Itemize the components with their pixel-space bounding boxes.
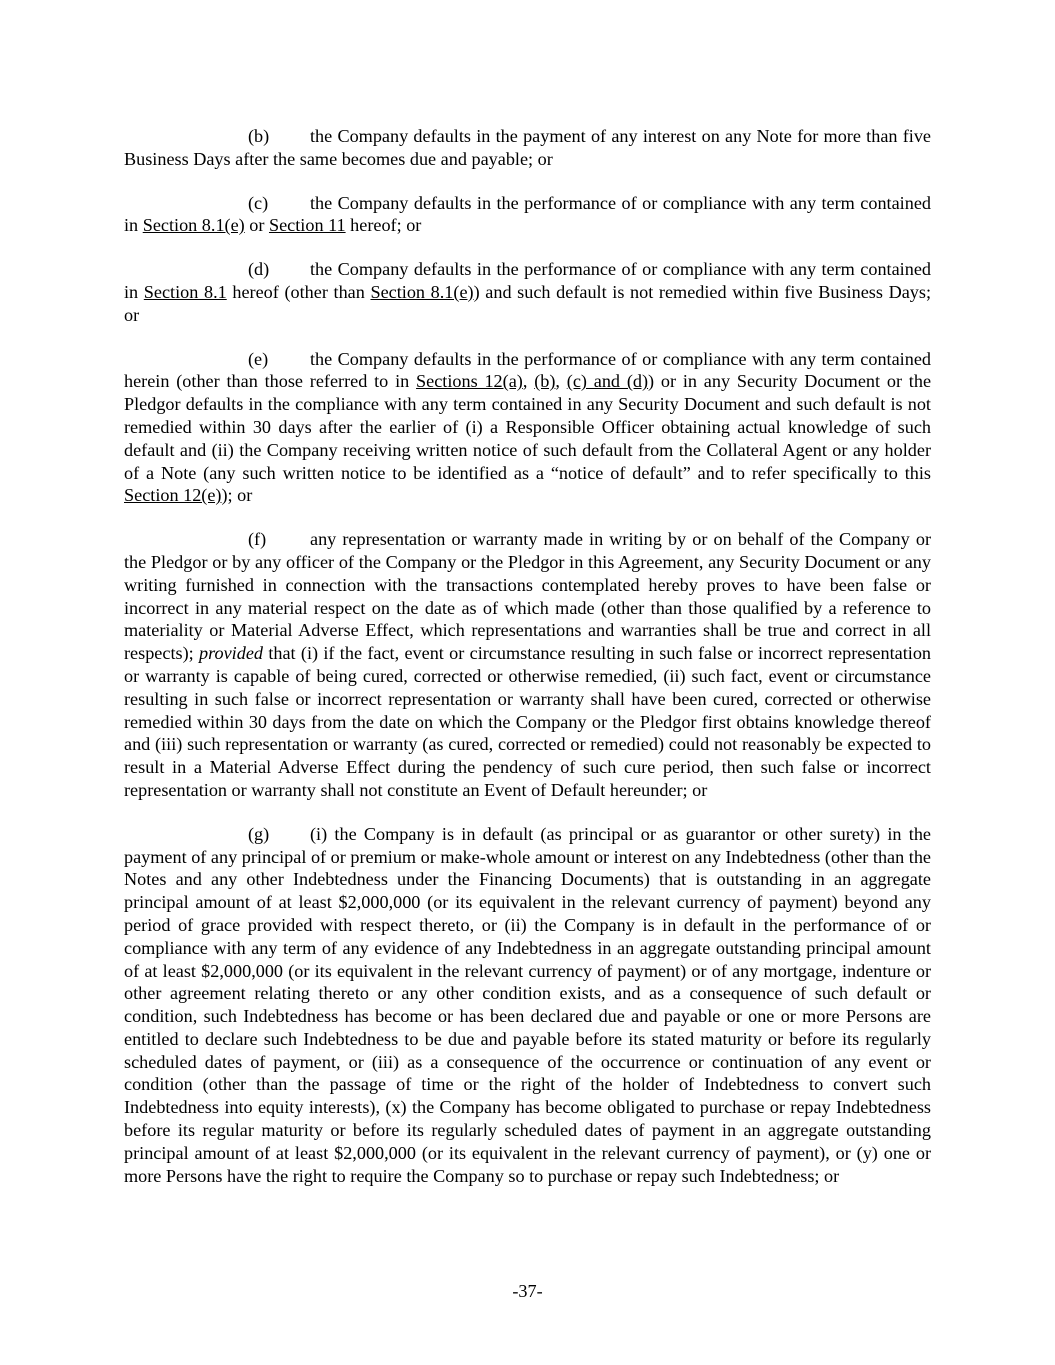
clause-text: ); or (221, 485, 253, 506)
section-reference: (b) (534, 371, 556, 392)
emphasis-provided: provided (199, 643, 263, 664)
clause-text: hereof (other than (226, 281, 371, 302)
document-page (124, 125, 931, 1208)
clause-text: , (555, 371, 567, 392)
section-reference: Section 11 (268, 215, 346, 236)
clause-text: (i) the Company is in default (as principal or as guarantor or other surety) in the payment of any principal of or premium or make-whole amount or interest on any Indebtedness (other than the Notes and any other Indebtedness under the Financing Documents) that is outstanding in an aggregate principal amount of at least $2,000,000 (or its equivalent in the relevant currency of payment) beyond any period of grace provided with respect thereto, or (ii) the Company is in default in the performance of or compliance with any term of any evidence of any Indebtedness in an aggregate outstanding principal amount of at least $2,000,000 (or its equivalent in the relevant currency of payment) or of any mortgage, indenture or other agreement relating thereto or any other condition exists, and as a consequence of such default or condition, such Indebtedness has become or has been declared due and payable or one or more Persons are entitled to declare such Indebtedness to be due and payable before its stated maturity or before its regularly scheduled dates of payment, or (iii) as a consequence of the occurrence or continuation of any event or condition (other than the passage of time or the right of the holder of Indebtedness to convert such Indebtedness into equity interests), (x) the Company has become obligated to purchase or repay Indebtedness before its regular maturity or before its regularly scheduled dates of payment in an aggregate outstanding principal amount of at least $2,000,000 (or its equivalent in the relevant currency of payment), or (y) one or more Persons have the right to require the Company so to purchase or repay such Indebtedness; or (124, 823, 931, 1186)
clause-text: any representation or warranty made in writing by or on behalf of the Company or the Pledgor or by any officer of the Company or the Pledgor in this Agreement, any Security Document or any writing furnished in connection with the transactions contemplated hereby proves to have been false or incorrect in any material respect on the date as of which made (other than those qualified by a reference to materiality or Material Adverse Effect, which representations and warranties shall be true and correct in all respects); (124, 529, 931, 664)
clause-text: ) or in any Security Document or the Pledgor defaults in the compliance with any term contained in any Security Document and such default is not remedied within 30 days after the earlier of (i) a Responsible Officer obtaining actual knowledge of such default and (ii) the Company receiving written notice of such default from the Collateral Agent or any holder of a Note (any such written notice to be identified as a “notice of default” and to refer specifically to this (124, 371, 932, 483)
page-number: -37- (512, 1281, 543, 1301)
section-reference: Section 8.1(e) (370, 281, 474, 302)
clause-label: (f) (248, 529, 267, 550)
clause-label: (d) (248, 259, 270, 280)
clause-text: the Company defaults in the payment of any interest on any Note for more than five Business Days after the same becomes due and payable; or (124, 126, 931, 169)
clause-g (124, 823, 931, 1188)
section-reference: (c) and (d) (566, 371, 649, 392)
clause-label: (e) (248, 348, 269, 369)
clause-text: hereof; or (345, 215, 422, 236)
clause-label: (b) (248, 126, 270, 146)
clause-b (124, 125, 931, 171)
clause-text: , (522, 371, 535, 392)
section-reference: Section 8.1(e) (142, 215, 245, 236)
clause-text: the Company defaults in the performance of or compliance with any term contained in (124, 192, 931, 236)
section-reference: Section 12(e) (124, 485, 222, 506)
clause-text: ) and such default is not remedied within five Business Days; or (124, 281, 932, 325)
section-reference: Sections 12(a) (416, 371, 523, 392)
clause-f (124, 528, 931, 802)
clause-text: the Company defaults in the performance of or compliance with any term contained in (124, 259, 931, 302)
clause-e (124, 348, 931, 508)
clause-text: or (244, 215, 269, 236)
clause-d (124, 258, 931, 326)
clause-text: the Company defaults in the performance of or compliance with any term contained herein (other than those referred to in (124, 348, 931, 392)
clause-label: (c) (248, 192, 269, 213)
clause-label: (g) (248, 823, 270, 844)
clause-c (124, 192, 931, 238)
section-reference: Section 8.1 (143, 281, 227, 302)
clause-text: that (i) if the fact, event or circumstance resulting in such false or incorrect representation or warranty is capable of being cured, corrected or otherwise remedied, (ii) such fact, event or circumstance resulting in such false or incorrect representation or warranty shall have been cured, corrected or otherwise remedied within 30 days from the date on which the Company or the Pledgor first obtains knowledge thereof and (iii) such representation or warranty (as cured, corrected or remedied) could not reasonably be expected to result in a Material Adverse Effect during the pendency of such cure period, then such false or incorrect representation or warranty shall not constitute an Event of Default hereunder; or (124, 643, 932, 800)
